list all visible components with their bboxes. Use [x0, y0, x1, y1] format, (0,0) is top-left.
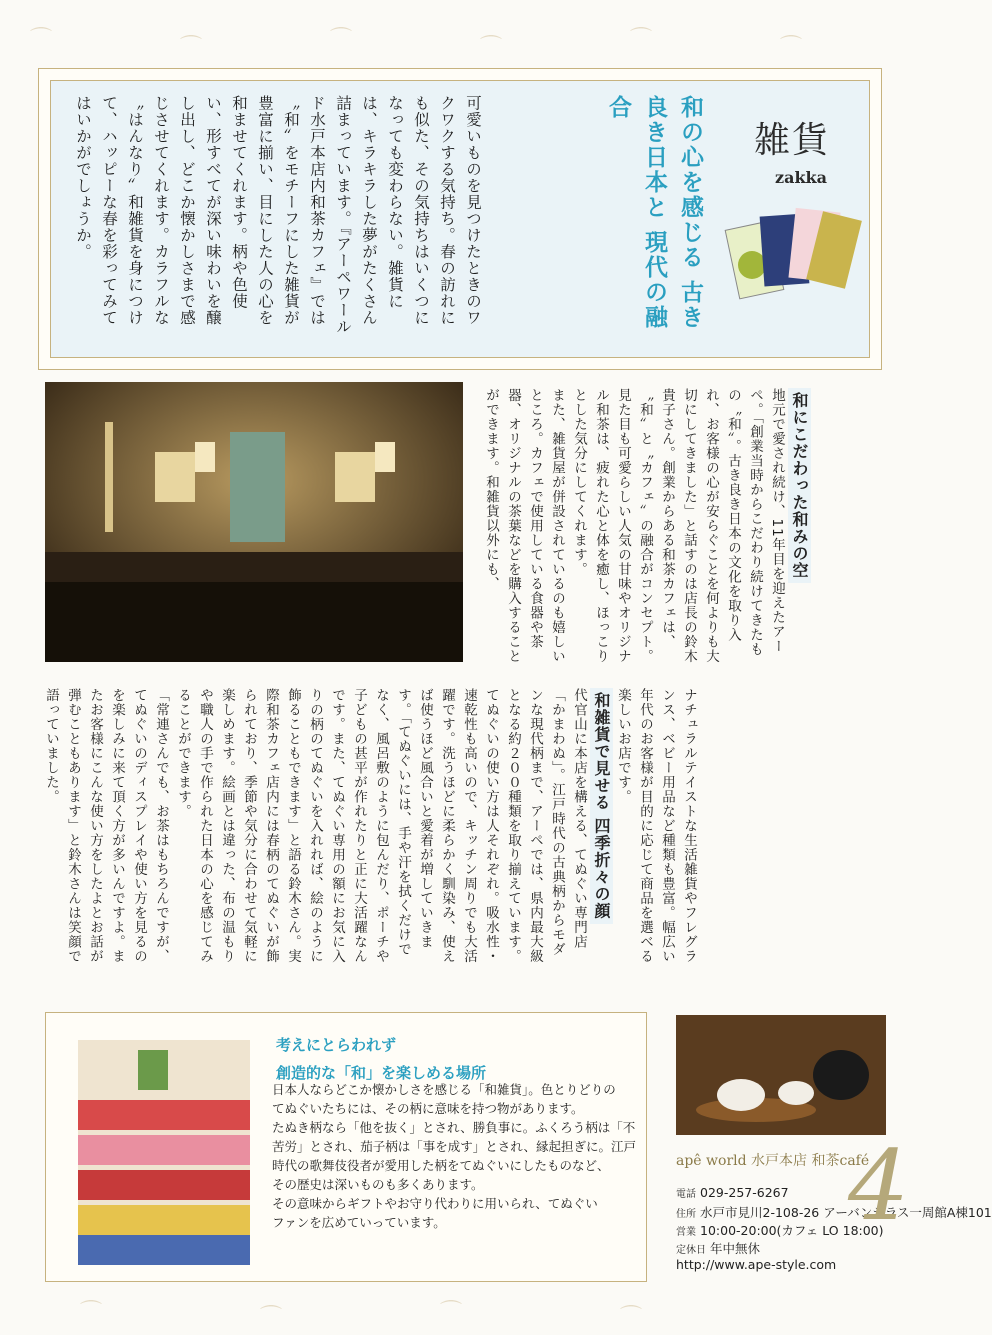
section-body: ナチュラルテイストな生活雑貨やフレグランス、ベビー用品など種類も豊富。幅広い年代のお客様が目的に応じて商品を選べる楽しいお店です。 — [615, 688, 697, 964]
feature-line: その歴史は深いものも多くあります。 — [272, 1177, 484, 1192]
closed-row — [676, 1239, 760, 1257]
bird-decoration-icon: ⌒ — [620, 1305, 643, 1330]
bird-decoration-icon: ⌒ — [630, 27, 653, 52]
bird-decoration-icon: ⌒ — [260, 1305, 283, 1330]
hours: 10:00-20:00(カフェ LO 18:00) — [700, 1223, 884, 1238]
zakka-title: 雑貨 — [754, 120, 831, 161]
cafe-interior-photo — [45, 382, 463, 662]
tenugui-illustration — [722, 195, 862, 305]
section-body: 地元で愛され続け、11年目を迎えたアーペ。「創業当時からこだわり続けてきたもの〝和〟。古き良き日本の文化を取り入れ、お客様の心が安らぐことを何よりも大切にしてきました」と話すのは店長の鈴木貴子さん。創業からある和茶カフェは、〝和〟と〝カフェ〟の融合がコンセプト。見た目も可愛らしい人気の甘味やオリジナル和茶は、疲れた心と体を癒し、ほっこりとした気分にしてくれます。 — [571, 388, 785, 664]
feature-line: 苦労」とされ、茄子柄は「事を成す」とされ、縁起担ぎに。江戸 — [272, 1139, 637, 1154]
address-row — [676, 1203, 992, 1221]
phone-row — [676, 1185, 789, 1200]
feature-line: 日本人ならどこか懐かしさを感じる「和雑貨」。色とりどりの — [272, 1082, 616, 1097]
feature-heading-2: 創造的な「和」を楽しめる場所 — [276, 1064, 487, 1082]
address-label: 住所 — [676, 1209, 696, 1220]
section-body: 「常連さんでも、お茶はもちろんですが、てぬぐいのディスプレイや使い方を見るのを楽しみに来て頂く方が多いんですよ。またお客様にこんな使い方をしたよとお話が弾むこともあります」と鈴木さんは笑顔で語っていました。 — [43, 688, 169, 964]
feature-line: 時代の歌舞伎役者が愛用した柄をてぬぐいにしたものなど、 — [272, 1158, 610, 1173]
section-body: 代官山に本店を構える、てぬぐい専門店「かまわぬ」。江戸時代の古典柄からモダンな現代柄まで、アーペでは、県内最大級となる約２００種類を取り揃えています。 — [505, 688, 587, 964]
bird-decoration-icon: ⌒ — [480, 35, 503, 60]
phone-label: 電話 — [676, 1189, 696, 1200]
shop-name: apê world 水戸本店 和茶café — [676, 1153, 870, 1169]
feature-line: たぬき柄なら「他を抜く」とされ、勝負事に。ふくろう柄は「不 — [272, 1120, 636, 1135]
bird-decoration-icon: ⌒ — [440, 1300, 463, 1325]
address: 水戸市見川2-108-26 アーバンテラス一周館A棟101 — [700, 1205, 992, 1220]
bird-decoration-icon: ⌒ — [780, 35, 803, 60]
feature-heading-1: 考えにとらわれず — [276, 1036, 397, 1054]
intro-body: 可愛いものを見つけたときのワクワクする気持ち。春の訪れにも似た、その気持ちはいくつになっても変わらない。雑貨には、キラキラした夢がたくさん詰まっています。『アーペワールド水戸本店内和茶カフェ』では〝和〟をモチーフにした雑貨が豊富に揃い、目にした人の心を和ませてくれます。柄や色使い、形すべてが深い味わいを醸し出し、どこか懐かしさまで感じさせてくれます。カラフルな〝はんなり〟和雑貨を身につけて、ハッピーな春を彩ってみてはいかがでしょうか。 — [74, 95, 482, 335]
feature-line: その意味からギフトやお守り代わりに用いられ、てぬぐい — [272, 1196, 598, 1211]
bird-decoration-icon: ⌒ — [180, 35, 203, 60]
section-body: てぬぐいの使い方は人それぞれ。吸水性・速乾性も高いので、キッチン周りでも大活躍です。洗うほどに柔らかく馴染み、使えば使うほど風合いと愛着が増していきます。「てぬぐいには、手や汗を拭くだけでなく、風呂敷のように包んだり、ポーチや子どもの甚平が作れたりと正に大活躍なんです。また、てぬぐい専用の額にお気に入りの柄のてぬぐいを入れれば、絵のように飾ることもできます」と語る鈴木さん。実際和茶カフェ店内には春柄のてぬぐいが飾られており、季節や気分に合わせて気軽に楽しめます。絵画とは違った、布の温もりや職人の手で作られた日本の心を感じてみることができます。 — [175, 688, 499, 964]
hours-label: 営業 — [676, 1227, 696, 1238]
tea-set-photo — [676, 1015, 886, 1135]
intro-headline: 和の心を感じる 古き良き日本と 現代の融合 — [605, 95, 703, 331]
phone-number: 029-257-6267 — [700, 1185, 789, 1200]
section-body: また、雑貨屋が併設されているのも嬉しいところ。カフェで使用している食器や茶器、オリジナルの茶葉などを購入することができます。和雑貨以外にも、 — [483, 388, 565, 664]
section-heading: 和雑貨で見せる 四季折々の顔 — [590, 688, 613, 924]
feature-line: てぬぐいたちには、その柄に意味を持つ物があります。 — [272, 1101, 584, 1116]
article-column-1 — [480, 388, 810, 668]
bird-decoration-icon: ⌒ — [330, 27, 353, 52]
tenugui-shelf-photo — [78, 1040, 250, 1265]
website-link[interactable]: http://www.ape-style.com — [676, 1257, 837, 1272]
closed-label: 定休日 — [676, 1245, 706, 1256]
zakka-subtitle: zakka — [775, 168, 827, 187]
bird-decoration-icon: ⌒ — [30, 27, 53, 52]
page-number: 4 — [848, 1130, 910, 1242]
bird-decoration-icon: ⌒ — [80, 1300, 103, 1325]
article-column-2 — [40, 688, 700, 968]
feature-line: ファンを広めていっています。 — [272, 1215, 446, 1230]
section-heading: 和にこだわった和みの空 — [788, 388, 811, 583]
closed-days: 年中無休 — [710, 1241, 761, 1256]
